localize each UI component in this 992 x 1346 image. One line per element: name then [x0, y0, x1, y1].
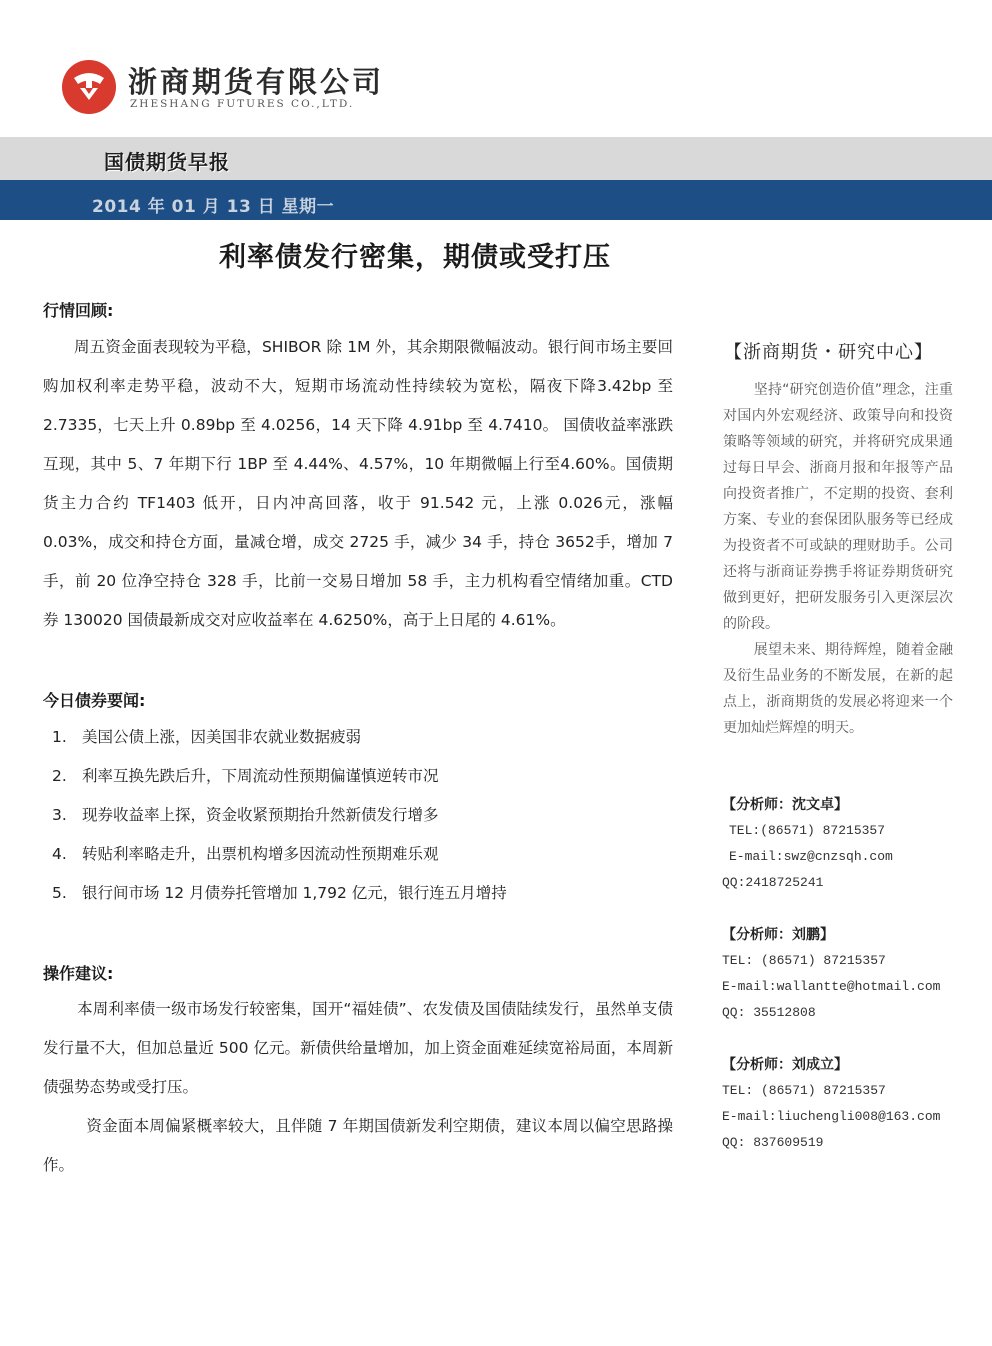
- news-item: 2. 利率互换先跌后升，下周流动性预期偏谨慎逆转市况: [52, 767, 439, 785]
- analyst-tel: TEL:(86571) 87215357: [729, 823, 886, 838]
- analyst-card: [722, 1052, 972, 1156]
- analyst-card: [722, 922, 972, 1026]
- research-center-title: 【浙商期货・研究中心】: [724, 342, 933, 363]
- analyst-qq: QQ: 837609519: [722, 1135, 824, 1150]
- analyst-qq: QQ: 35512808: [722, 1005, 816, 1020]
- analyst-email[interactable]: E-mail:liuchengli008@163.com: [722, 1109, 941, 1124]
- news-item: 3. 现券收益率上探，资金收紧预期抬升然新债发行增多: [52, 806, 439, 824]
- research-center-outlook: 展望未来、期待辉煌，随着金融及衍生品业务的不断发展，在新的起点上，浙商期货的发展必将迎来一个更加灿烂辉煌的明天。: [723, 642, 953, 736]
- advice-title: 操作建议:: [43, 964, 114, 983]
- market-review-section: [43, 328, 673, 640]
- news-list: [52, 724, 507, 919]
- company-logo-icon: [60, 58, 118, 116]
- analyst-qq: QQ:2418725241: [722, 875, 824, 890]
- advice-section: [43, 990, 673, 1185]
- market-review-title: 行情回顾:: [43, 301, 114, 320]
- analyst-tel: TEL: (86571) 87215357: [722, 1083, 886, 1098]
- news-item: 4. 转贴利率略走升，出票机构增多因流动性预期难乐观: [52, 845, 439, 863]
- report-headline: 利率债发行密集，期债或受打压: [219, 242, 611, 273]
- analyst-card: [722, 792, 972, 896]
- research-center-intro: 坚持“研究创造价值”理念，注重对国内外宏观经济、政策导向和投资策略等领域的研究，并将研究成果通过每日早会、浙商月报和年报等产品向投资者推广，不定期的投资、套利方案、专业的套保团队服务等已经成为投资者不可或缺的理财助手。公司还将与浙商证券携手将证券期货研究做到更好，把研发服务引入更深层次的阶段。: [723, 382, 953, 632]
- analyst-name: 【分析师：刘鹏】: [722, 927, 834, 943]
- news-title: 今日债券要闻:: [43, 691, 146, 710]
- market-review-body: 周五资金面表现较为平稳，SHIBOR 除 1M 外，其余期限微幅波动。银行间市场主要回购加权利率走势平稳，波动不大，短期市场流动性持续较为宽松，隔夜下降3.42bp 至 2.7335，七天上升 0.89bp 至 4.0256，14 天下降 4.91bp 至 4.7410。 国债收益率涨跌互现，其中 5、7 年期下行 1BP 至 4.44%、4.57%，10 年期微幅上行至4.60%。国债期货主力合约 TF1403 低开，日内冲高回落，收于 91.542 元，上涨 0.026元，涨幅 0.03%，成交和持仓方面，量减仓增，成交 2725 手，减少 34 手，持仓 3652手，增加 7 手，前 20 位净空持仓 328 手，比前一交易日增加 58 手，主力机构看空情绪加重。CTD 券 130020 国债最新成交对应收益率在 4.6250%，高于上日尾的 4.61%。: [43, 338, 673, 629]
- analyst-name: 【分析师：沈文卓】: [722, 797, 848, 813]
- advice-paragraph-1: 本周利率债一级市场发行较密集，国开“福娃债”、农发债及国债陆续发行，虽然单支债发行量不大，但加总量近 500 亿元。新债供给量增加，加上资金面难延续宽裕局面，本周新债强势态势或受打压。: [43, 1000, 673, 1096]
- analyst-name: 【分析师：刘成立】: [722, 1057, 848, 1073]
- analyst-email[interactable]: E-mail:wallantte@hotmail.com: [722, 979, 941, 994]
- news-item: 5. 银行间市场 12 月债券托管增加 1,792 亿元，银行连五月增持: [52, 884, 507, 902]
- report-date: 2014 年 01 月 13 日 星期一: [92, 197, 335, 217]
- news-item: 1. 美国公债上涨，因美国非农就业数据疲弱: [52, 728, 362, 746]
- report-name: 国债期货早报: [104, 150, 230, 174]
- advice-paragraph-2: 资金面本周偏紧概率较大，且伴随 7 年期国债新发利空期债，建议本周以偏空思路操作。: [43, 1117, 673, 1174]
- analyst-email[interactable]: E-mail:swz@cnzsqh.com: [729, 849, 893, 864]
- analyst-tel: TEL: (86571) 87215357: [722, 953, 886, 968]
- company-name-en: ZHESHANG FUTURES CO.,LTD.: [130, 98, 355, 110]
- company-name-cn: 浙商期货有限公司: [128, 65, 385, 99]
